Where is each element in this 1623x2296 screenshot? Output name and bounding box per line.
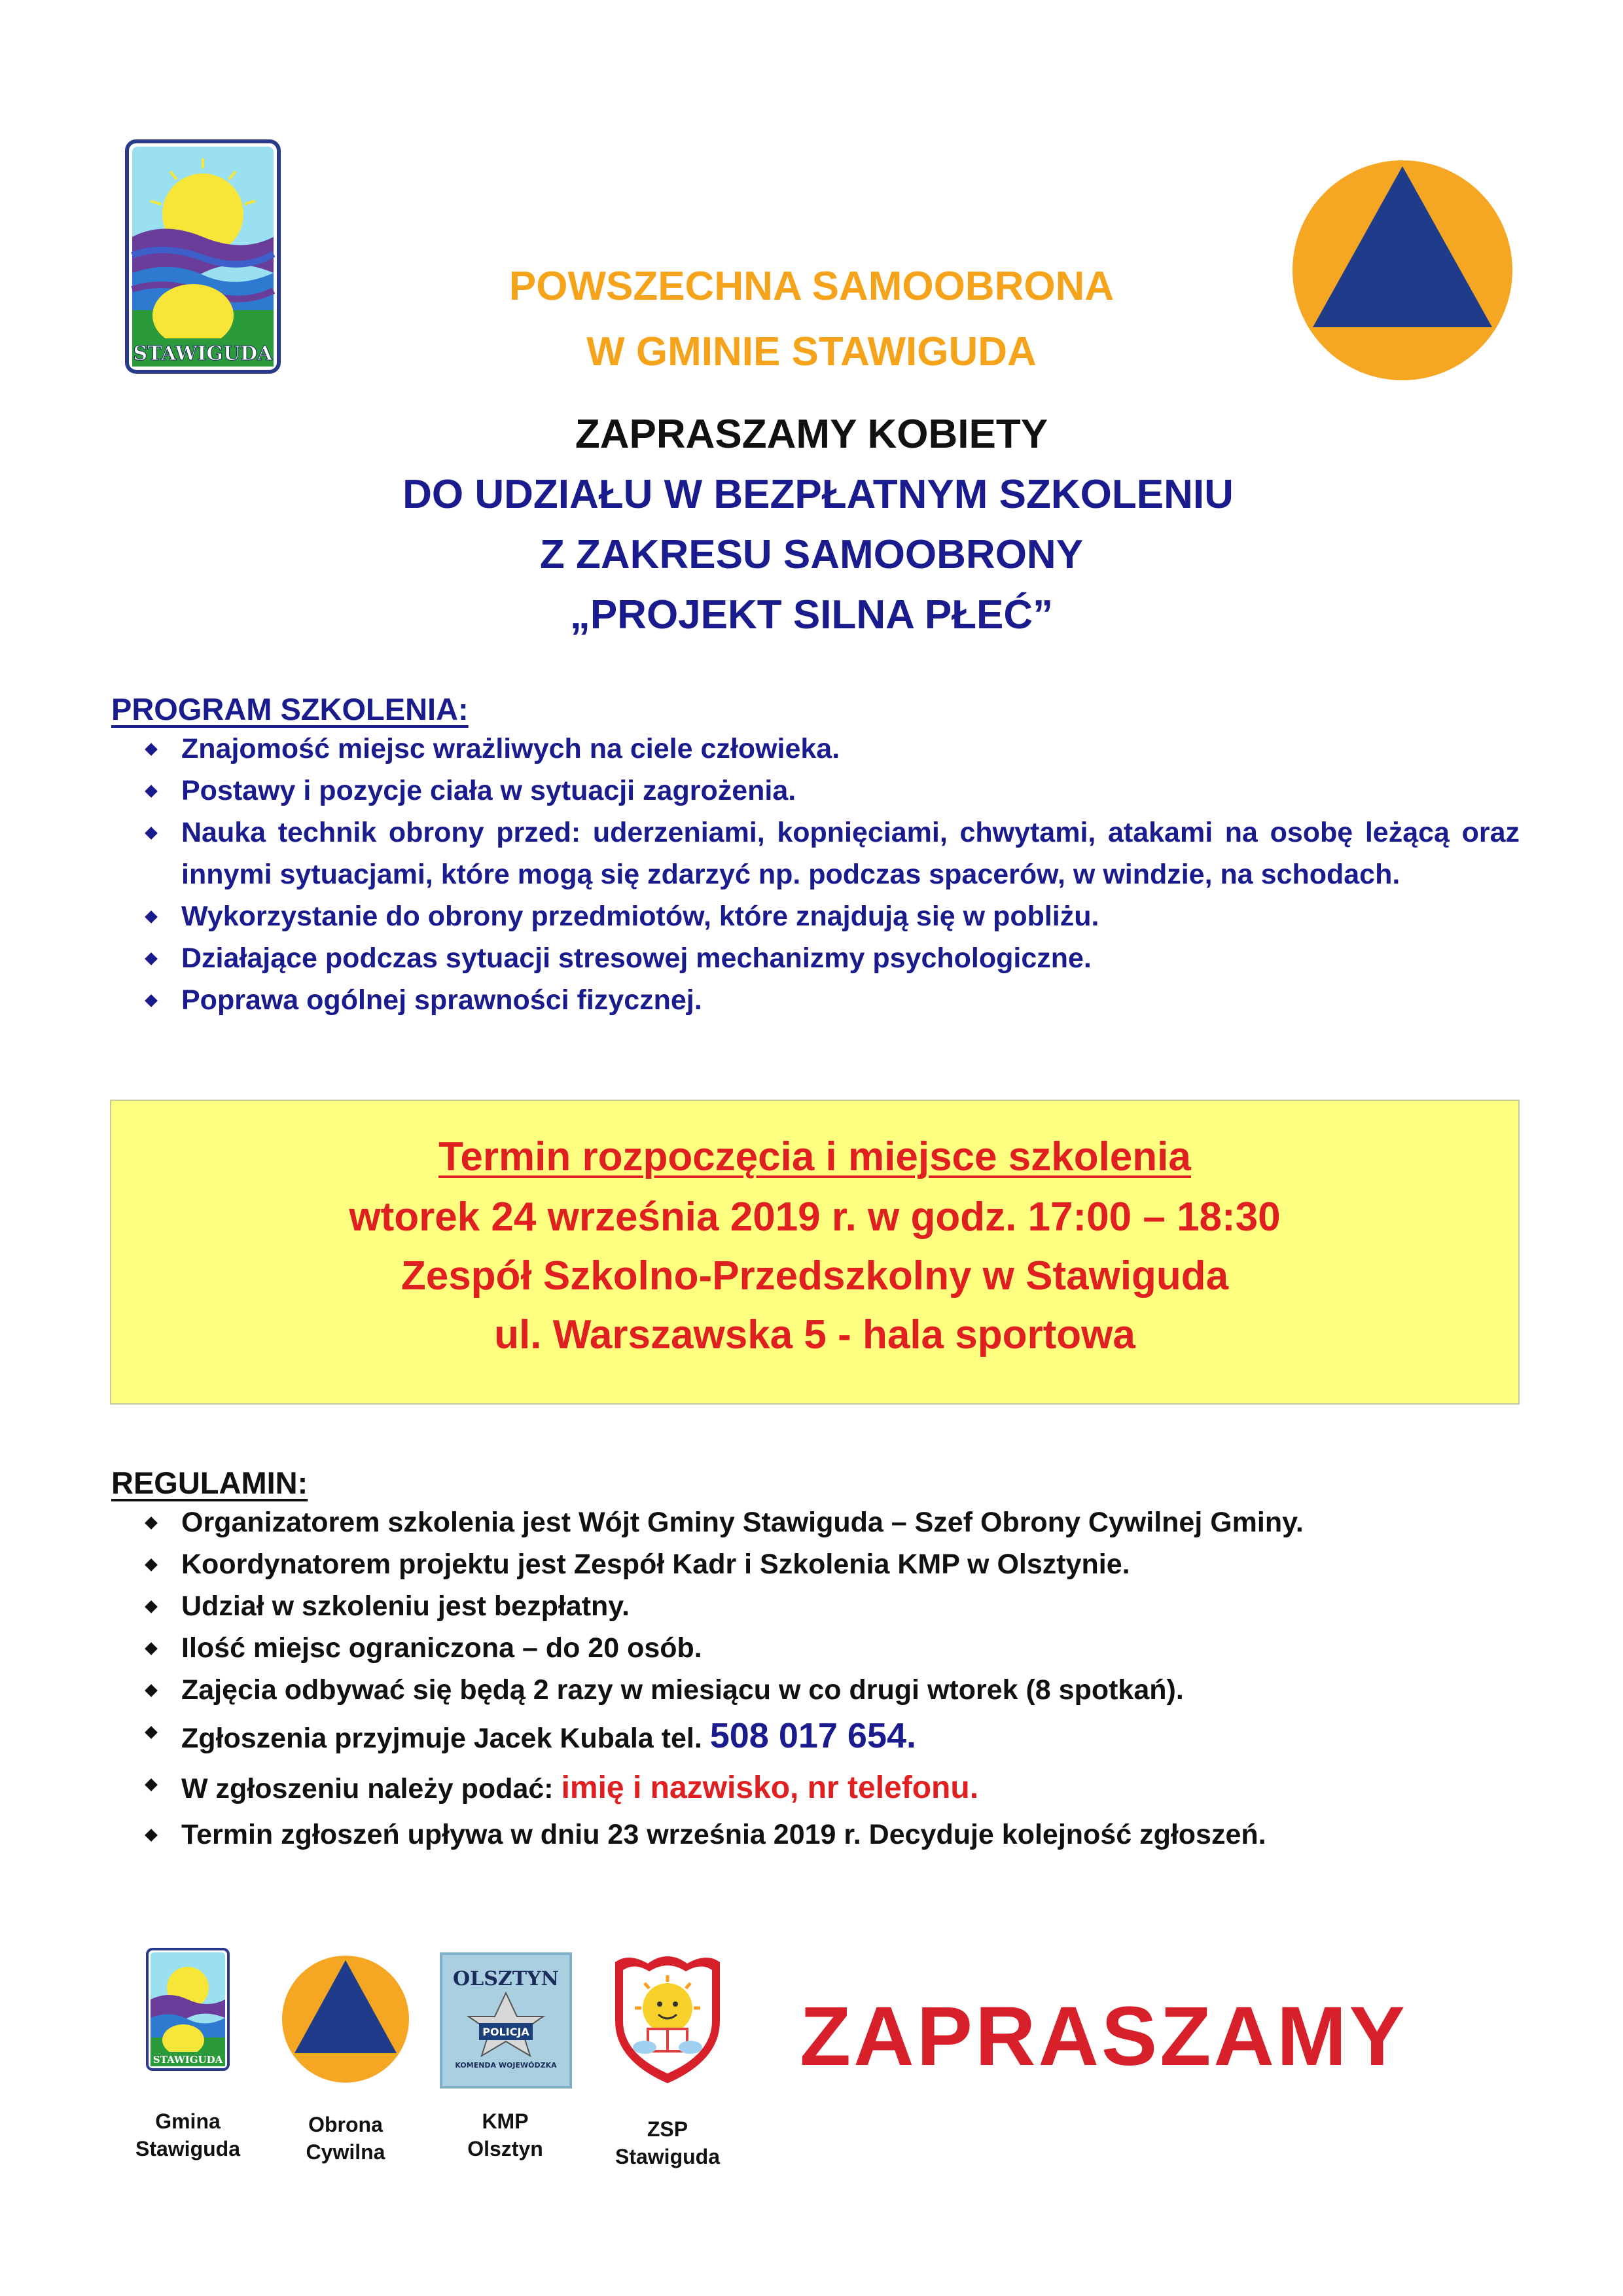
required-text: W zgłoszeniu należy podać: [181,1773,562,1804]
label-line: Stawiguda [135,2137,240,2161]
footer-zsp-logo [609,1949,726,2087]
invitation-line-3: Z ZAKRESU SAMOOBRONY [539,532,1084,577]
footer-civil-defence-logo [280,1954,411,2085]
rules-title: REGULAMIN: [111,1465,308,1500]
list-item: Postawy i pozycje ciała w sytuacji zagrożenia. [145,770,1520,812]
footer-label-zsp [602,2115,733,2170]
list-item: Działające podczas sytuacji stresowej mechanizmy psychologiczne. [145,937,1520,979]
event-place: Zespół Szkolno-Przedszkolny w Stawiguda [401,1253,1229,1299]
event-info-box [110,1100,1520,1405]
list-item: Zajęcia odbywać się będą 2 razy w miesiącu w co drugi wtorek (8 spotkań). [145,1669,1520,1711]
title-line-1: POWSZECHNA SAMOOBRONA [508,264,1115,309]
footer-label-obrona [280,2111,411,2166]
label-line: Obrona [308,2113,383,2136]
label-line: Stawiguda [615,2145,720,2168]
footer-label-gmina [122,2108,253,2162]
list-item: Ilość miejsc ograniczona – do 20 osób. [145,1627,1520,1669]
label-line: Olsztyn [467,2137,543,2161]
contact-item [145,1711,1520,1763]
list-item: Udział w szkoleniu jest bezpłatny. [145,1585,1520,1627]
stawiguda-logo-text: STAWIGUDA [133,342,273,365]
list-item: Organizatorem szkolenia jest Wójt Gminy Stawiguda – Szef Obrony Cywilnej Gminy. [145,1501,1520,1543]
required-value: imię i nazwisko, nr telefonu. [561,1770,979,1805]
contact-phone: 508 017 654. [709,1716,917,1755]
rules-list [145,1501,1520,1856]
footer-stawiguda-logo [145,1947,230,2072]
list-item: Termin zgłoszeń upływa w dniu 23 września 2019 r. Decyduje kolejność zgłoszeń. [145,1814,1520,1856]
list-item: Nauka technik obrony przed: uderzeniami, kopnięciami, chwytami, atakami na osobę leżącą oraz innymi sytuacjami, które mogą się zdarzyć np. podczas spacerów, w windzie, na schodach. [145,812,1520,895]
event-datetime: wtorek 24 września 2019 r. w godz. 17:00 – 18:30 [349,1194,1281,1240]
label-line: ZSP [647,2117,688,2141]
cta-zapraszamy: ZAPRASZAMY [800,1990,1408,2083]
list-item: Wykorzystanie do obrony przedmiotów, które znajdują się w pobliżu. [145,895,1520,937]
invitation-heading [0,404,1623,645]
event-title: Termin rozpoczęcia i miejsce szkolenia [438,1134,1191,1179]
invitation-line-1: ZAPRASZAMY KOBIETY [575,412,1048,457]
invitation-line-2: DO UDZIAŁU W BEZPŁATNYM SZKOLENIU [402,472,1234,517]
list-item: Znajomość miejsc wrażliwych na ciele człowieka. [145,728,1520,770]
page-title [0,254,1623,385]
label-line: Gmina [155,2109,221,2133]
program-title: PROGRAM SZKOLENIA: [111,692,469,726]
label-line: Cywilna [306,2140,385,2164]
list-item: Koordynatorem projektu jest Zespół Kadr i Szkolenia KMP w Olsztynie. [145,1543,1520,1585]
list-item: Poprawa ogólnej sprawności fizycznej. [145,979,1520,1021]
invitation-line-4: „PROJEKT SILNA PŁEĆ” [569,592,1054,637]
contact-text: Zgłoszenia przyjmuje Jacek Kubala tel. [181,1723,710,1754]
title-line-2: W GMINIE STAWIGUDA [586,329,1037,374]
event-address: ul. Warszawska 5 - hala sportowa [494,1312,1135,1357]
police-logo-top: OLSZTYN [453,1967,559,1990]
footer-stawiguda-logo-text: STAWIGUDA [152,2054,223,2066]
footer-label-kmp [440,2108,571,2162]
required-data-item [145,1763,1520,1814]
label-line: KMP [482,2109,529,2133]
program-list [145,728,1520,1021]
police-logo-bottom: KOMENDA WOJEWÓDZKA [455,2061,557,2070]
footer-police-logo [440,1952,572,2089]
police-logo-mid: POLICJA [482,2026,529,2038]
